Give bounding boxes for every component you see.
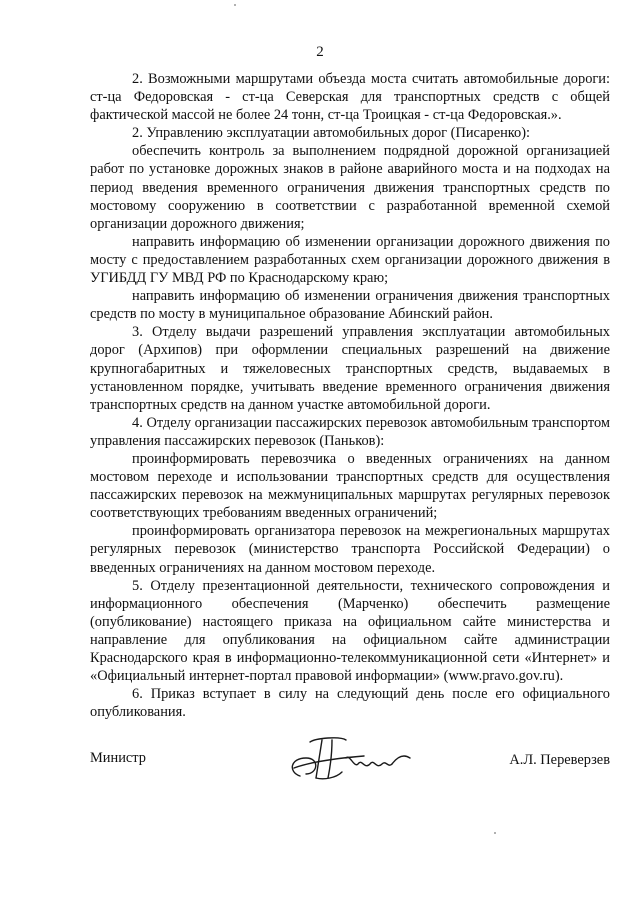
signatory-role: Министр [90,750,146,766]
scan-speck [494,832,496,834]
paragraph-section-4-organizer: проинформировать организатора перевозок на межрегиональных маршрутах регулярных перевозок (министерство транспорта Российской Федерации) о введенных ограничениях на данном мостовом переходе. [90,523,610,576]
paragraph-section-6: 6. Приказ вступает в силу на следующий день после его официального опубликования. [90,686,610,721]
paragraph-section-3: 3. Отделу выдачи разрешений управления эксплуатации автомобильных дорог (Архипов) при оформлении специальных разрешений на движение крупногабаритных и тяжеловесных транспортных средств, выдаваемых в установленном порядке, учитывать введение временного ограничения движения транспортных средств на данном участке автомобильной дороги. [90,324,610,413]
paragraph-route: 2. Возможными маршрутами объезда моста считать автомобильные дороги: ст-ца Федоровская - ст-ца Северская для транспортных средств с общей фактической массой не более 24 тонн, ст-ца Троицкая - ст-ца Федоровская.». [90,71,610,124]
paragraph-section-4: 4. Отделу организации пассажирских перевозок автомобильным транспортом управления пассажирских перевозок (Паньков): [90,414,610,449]
paragraph-section-2: 2. Управлению эксплуатации автомобильных дорог (Писаренко): [132,125,531,142]
paragraph-section-2-gibdd: направить информацию об изменении организации дорожного движения по мосту с предоставлением разработанных схем организации дорожного движения в УГИБДД ГУ МВД РФ по Краснодарскому краю; [90,233,610,287]
paragraph-section-5: 5. Отделу презентационной деятельности, технического сопровождения и информационного обеспечения (Марченко) обеспечить размещение (опубликование) настоящего приказа на официальном сайте министерства и направление для опубликования на официальном сайте администрации Краснодарского края в информационно-телекоммуникационной сети «Интернет» и «Официальный интернет-портал правовой информации» (www.pravo.gov.ru). [90,577,610,685]
signature-block [90,750,610,810]
signatory-name: А.Л. Переверзев [509,752,610,768]
page-number: 2 [316,44,324,60]
paragraph-section-2-municipal: направить информацию об изменении ограничения движения транспортных средств по мосту в муниципальное образование Абинский район. [90,288,610,323]
handwritten-signature [280,728,430,788]
document-body [90,70,610,721]
paragraph-section-2-control: обеспечить контроль за выполнением подрядной дорожной организацией работ по установке дорожных знаков в районе аварийного моста и на подходах на период введения временного ограничения движения транспортных средств по мостовому сооружению в соответствии с разработанной временной схемой организации дорожного движения; [90,143,610,232]
scan-speck [234,4,236,6]
paragraph-section-4-carrier: проинформировать перевозчика о введенных ограничениях на данном мостовом переходе и использовании транспортных средств для осуществления пассажирских перевозок на межмуниципальных маршрутах регулярных перевозок соответствующих требованиям введенных ограничений; [90,450,610,522]
